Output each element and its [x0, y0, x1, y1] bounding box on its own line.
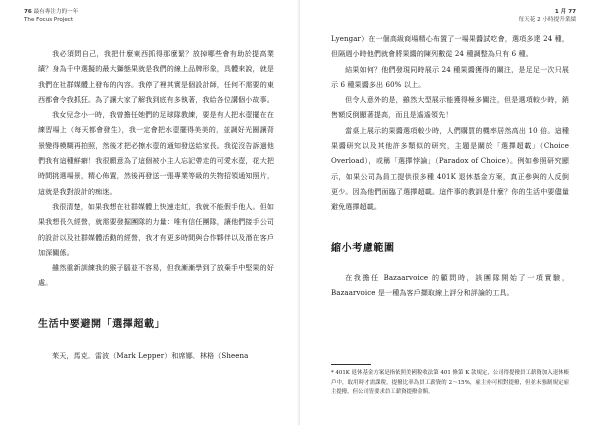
right-page-body — [331, 31, 569, 300]
footnote: * 401K 退休基金方案是指依照美國稅收法第 401 條第 K 款規定，公司得提撥員工薪資加入退休帳戶中，取用時才需課稅。提撥比率為員工薪資的 2～15%，雇主亦可相對提撥，但並未強制規定雇主提撥，但公司皆要求員工薪資提撥金額。 — [331, 370, 569, 395]
right-page — [300, 0, 600, 425]
right-closing-paragraph: 在我擔任 Bazaarvoice 的顧問時，該團隊開始了一項實驗，Bazaarvoice 是一種為客戶擷取線上評分和評論的工具。 — [331, 272, 569, 298]
right-running-head-subtitle: 每天花 2 小時提升業績 — [518, 16, 576, 23]
left-paragraph-3: 我很清楚，如果我想在社群媒體上快速走紅，我就不能假手他人。但如果我想長久經營，就需要發掘團隊的力量：唯有信任團隊，讓他們接手公司的設計以及社群媒體活動的經營，我才有更多時間與合作夥伴以及潛在客戶加深關係。 — [38, 201, 274, 257]
right-paragraph-4: 當桌上展示的果醬選項較少時，人們購買的機率居然高出 10 倍。這種果醬研究以及其他許多類似的研究，主題是關於「選擇超載」（Choice Overload），或稱「選擇悖論」（Paradox of Choice）。例如參照研究顯示，如果公司為員工提供很多種 401K 退休基金方案，真正參與的人反倒更少。因為他們面臨了選擇超載。這件事的教訓是什麼？你的生活中要儘量避免選擇超載。 — [331, 125, 569, 212]
left-running-head-title: 最有專注力的一年 — [33, 9, 79, 15]
footnote-divider — [331, 364, 371, 365]
right-paragraph-3: 但令人意外的是，雖然大型展示能獲得極多關注，但是選項較少時，銷售額反倒顯著提高，而且是遙遙領先！ — [331, 95, 569, 120]
left-section-heading: 生活中要避開「選擇超載」 — [38, 318, 166, 330]
left-paragraph-2: 我女兒念小一時，我曾擔任她們的足球隊教練，要是有人把水壺擺在在練習場上（每天都會發生），我一定會把水壺擺得美美的，並調好光圈讓背景變得模糊再拍照，然後才把必擦水壺的通知發送給家長。我從沒告訴過他們我有這種鮮癖！我很願意為了這個被小主人忘記帶走的可愛水壺，花大把時間挑選場景，精心佈置，然後再發送一張專業等級的失物招領通知照片，這就是我對設計的痴迷。 — [38, 110, 274, 196]
left-closing-paragraph: 茱天，馬克．雷波（Mark Lepper）和席娜．林格（Sheena — [52, 351, 249, 361]
left-running-head-subtitle: The Focus Project — [24, 16, 74, 23]
left-page-number: 76 — [24, 9, 32, 15]
right-running-head — [519, 9, 576, 24]
left-paragraph-1: 我必須問自己，我把什麼東西抓得那麼緊？放掉哪些會有助於提高業績？身為千中選擬的最大獅態果就是我們的線上品牌形象，具體來說，就是我們在社群媒體上發布的內容。我停了裡其實是個設計師，任何不需要的東西都會令我抓狂。為了讓大家了解我到底有多執著，我給各位講個小故事。 — [38, 49, 274, 104]
left-page-body — [38, 46, 274, 363]
left-running-head-line — [24, 9, 78, 17]
right-paragraph-1: Lyengar）在一個高級商場精心布置了一場果醬試吃會，選項多達 24 種，但隔週小時他們就會將果醬的陳列數從 24 種調整為只有 6 種。 — [331, 34, 569, 59]
right-page-number: 1 月 77 — [554, 9, 576, 15]
right-paragraph-2: 結果如何？他們發現同時展示 24 種果醬獲得的關注，是足足一次只展示 6 種果醬多出 60% 以上。 — [331, 64, 569, 89]
left-running-head — [24, 9, 78, 24]
left-paragraph-4: 雖然重新訓練我的猴子腦並不容易，但我漸漸學到了放棄手中堅果的好處。 — [38, 263, 274, 288]
right-section-heading: 縮小考慮範圍 — [331, 242, 395, 254]
